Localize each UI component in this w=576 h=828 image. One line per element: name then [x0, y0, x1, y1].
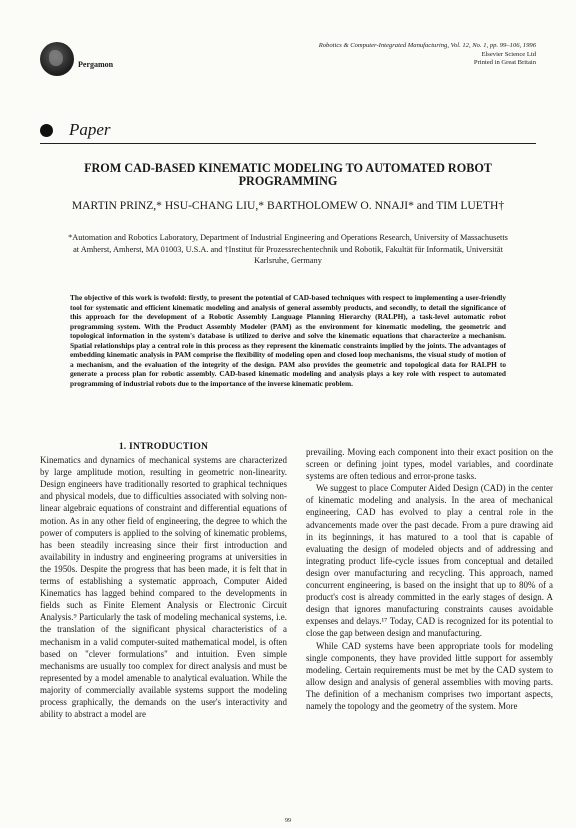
section-label-text: Paper [69, 120, 111, 139]
right-column [306, 446, 553, 712]
body-paragraph: prevailing. Moving each component into their exact position on the screen or defining joint types, model variables, and coordinate systems are often tedious and error-prone tasks. [306, 447, 553, 482]
pergamon-logo [40, 42, 74, 76]
page-number: 99 [285, 818, 291, 824]
paper-authors: MARTIN PRINZ,* HSU-CHANG LIU,* BARTHOLOMEW O. NNAJI* and TIM LUETH† [71, 199, 505, 212]
paper-title: FROM CAD-BASED KINEMATIC MODELING TO AUTOMATED ROBOT PROGRAMMING [84, 161, 492, 188]
copyright-line: Elsevier Science Ltd [481, 50, 536, 58]
body-paragraph: We suggest to place Computer Aided Design (CAD) in the center of kinematic modeling and analysis. In the area of mechanical engineering, CAD has evolved to play a central role in the advancements made over the past decade. From a pure drawing aid in its beginnings, it has matured to a tool that is capable of evaluating the design of modeled objects and of addressing and integrating product life-cycle issues from conceptual and detailed design over manufacturing and recycling. This approach, named concurrent engineering, is based on the insight that up to 80% of a product's cost is already committed in the early stages of design. A design that ignores manufacturing constraints causes avoidable expenses and delays.¹⁷ Today, CAD is recognized for its potential to close the gap between design and manufacturing. [306, 483, 553, 639]
journal-citation: Robotics & Computer-Integrated Manufacturing, Vol. 12, No. 1, pp. 99–106, 1996 [318, 42, 536, 49]
printed-line: Printed in Great Britain [473, 59, 536, 67]
author-affiliations: *Automation and Robotics Laboratory, Department of Industrial Engineering and Operations Research, University of Massachusetts at Amherst, Amherst, MA 01003, U.S.A. and †Institut für Prozessrechentechnik und Robotik, Fakultät für Informatik, Universität Karlsruhe, Germany [68, 233, 508, 265]
left-column [40, 441, 287, 720]
journal-info [319, 42, 536, 68]
section-heading-introduction: 1. INTRODUCTION [118, 441, 209, 452]
publisher-name: Pergamon [78, 60, 114, 69]
bullet-icon [40, 124, 53, 137]
section-label [40, 120, 111, 140]
pergamon-logo-mark-icon [40, 42, 74, 76]
body-paragraph: Kinematics and dynamics of mechanical systems are characterized by large amplitude motion, resulting in geometric non-linearity. Design engineers have traditionally resorted to graphical techniques and physical models, due to difficulties associated with solving non-linear algebraic equations of constraint and differential equations of motion. As in any other field of engineering, the degree to which the power of computers is applied to the solving of kinematic problems, has been steadily increasing since their first introduction and availability in industry and engineering programs at universities in the 1950s. Despite the progress that has been made, it is felt that in terms of establishing a systematic approach, Computer Aided Kinematics has lagged behind compared to the developments in fields such as Finite Element Analysis or Electronic Circuit Analysis.⁹ Particularly the task of modeling mechanical systems, i.e. the translation of the significant physical characteristics of a mechanism in a valid computer-suited mathematical model, is often based on "clever formulations" and intuition. Even simple mechanisms are usually too complex for direct analysis and must be represented by a model amenable to analytical evaluation. While the majority of commercially available systems support the modeling process graphically, the demands on the user's interactivity and ability to abstract a model are [40, 455, 287, 720]
abstract: The objective of this work is twofold: firstly, to present the potential of CAD-based techniques with respect to implementing a user-friendly tool for systematic and efficient kinematic modeling and analysis of general assembly products, and secondly, to detail the significance of this approach for the development of a Robotic Assembly Language Planning Hierarchy (RALPH), a task-level automatic robot programming system. With the Product Assembly Modeler (PAM) as the environment for kinematic modeling, the geometric and topological information in the system's database is utilized to derive and solve the kinematic equations that characterize a mechanism. Spatial relationships play a central role in this process as they represent the kinematic constraints implied by the joints. The advantages of embedding kinematic analysis in PAM comprise the flexibility of modeling open and closed loop mechanisms, the visual study of motion of a mechanism, and the evaluation of the integrity of the design. PAM also provides the geometric and topological data for RALPH to generate a process plan for robotic assembly. CAD-based kinematic modeling and analysis plays a key role with respect to automated programming of industrial robots due to the importance of the inverse kinematic problem. [70, 293, 506, 388]
header-rule [40, 143, 536, 144]
body-paragraph: While CAD systems have been appropriate tools for modeling single components, they have provided little support for assembly modeling. Certain requirements must be met by the CAD system to allow design and analysis of general assemblies with moving parts. The definition of a mechanism comprises two important aspects, namely the topology and the geometry of the system. More [306, 640, 553, 711]
